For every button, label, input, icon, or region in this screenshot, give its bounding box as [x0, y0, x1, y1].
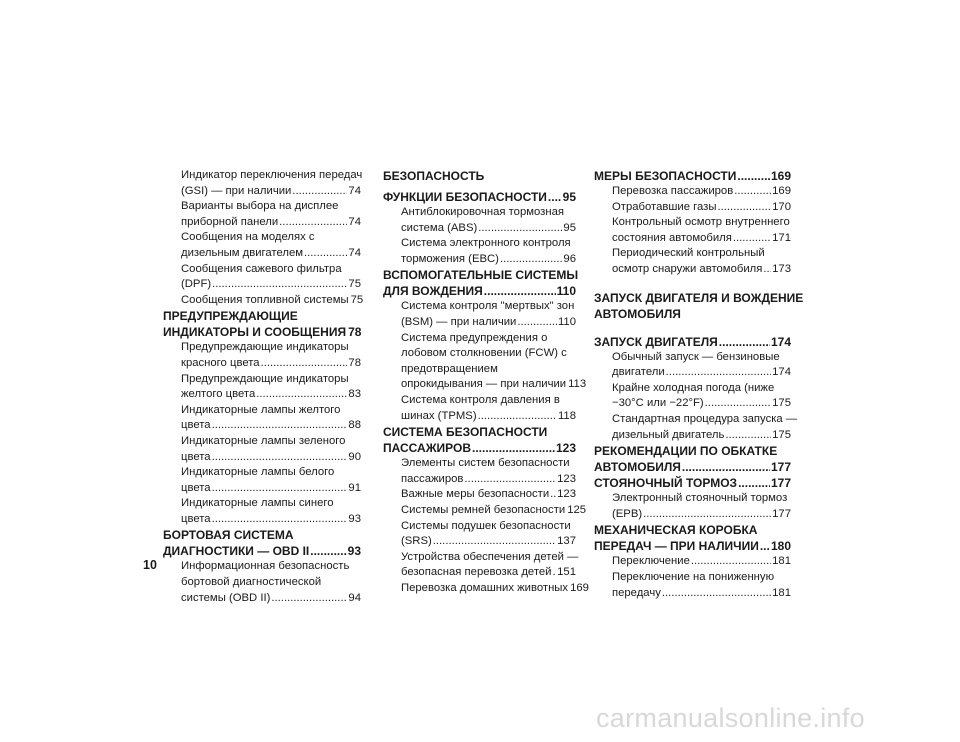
- toc-entry-text: Предупреждающие индикаторы: [181, 341, 349, 354]
- toc-page-number: 110: [557, 315, 576, 328]
- toc-entry[interactable]: [594, 200, 791, 216]
- toc-entry-text: Индикатор переключения передач: [181, 169, 363, 181]
- toc-section-heading[interactable]: [383, 189, 576, 205]
- dot-leader: [464, 472, 556, 488]
- toc-page-number: 95: [562, 190, 576, 204]
- toc-entry-title: МЕРЫ БЕЗОПАСНОСТИ: [594, 169, 737, 183]
- toc-page-number: 177: [770, 460, 791, 475]
- toc-entry-title: Переключение: [612, 555, 690, 568]
- toc-entry-title: ДИАГНОСТИКИ — OBD II: [163, 544, 310, 559]
- dot-leader: [500, 252, 562, 268]
- toc-entry[interactable]: [383, 550, 579, 581]
- toc-entry-text: Антиблокировочная тормозная: [401, 206, 564, 218]
- dot-leader: [433, 534, 556, 550]
- toc-entry-row: [181, 246, 361, 262]
- toc-entry[interactable]: [594, 554, 791, 570]
- toc-entry-title: красного цвета: [181, 356, 260, 369]
- toc-entry-row: [594, 459, 791, 475]
- toc-entry-text: ЗАПУСК ДВИГАТЕЛЯ И ВОЖДЕНИЕ: [594, 290, 804, 305]
- toc-page-number: 175: [772, 397, 791, 410]
- toc-entry-row: [163, 324, 361, 340]
- toc-entry-row: [383, 283, 576, 299]
- toc-entry-title: передачу: [612, 586, 661, 599]
- toc-entry-text: БОРТОВАЯ СИСТЕМА: [163, 528, 294, 543]
- toc-page-number: 177: [770, 476, 791, 491]
- toc-page-number: 171: [772, 231, 791, 244]
- toc-entry-row: [612, 200, 791, 216]
- toc-entry-row: [383, 189, 576, 205]
- toc-entry[interactable]: [594, 491, 791, 522]
- toc-entry[interactable]: [163, 465, 361, 496]
- toc-entry[interactable]: [594, 246, 791, 277]
- toc-entry-row: [594, 475, 791, 491]
- toc-page-number: 123: [557, 488, 576, 501]
- toc-page-number: 74: [348, 215, 361, 228]
- toc-entry-row: [401, 252, 576, 268]
- dot-leader: [472, 440, 555, 456]
- toc-entry-row: [163, 543, 361, 559]
- toc-entry-text: ВСПОМОГАТЕЛЬНЫЕ СИСТЕМЫ: [383, 268, 579, 283]
- dot-leader: [705, 396, 771, 412]
- toc-entry-row: [401, 472, 576, 488]
- toc-page-number: 74: [348, 184, 361, 197]
- toc-entry-row: [383, 440, 576, 456]
- toc-entry-title: цвета: [181, 450, 211, 463]
- dot-leader: [261, 356, 348, 372]
- toc-entry-row: [401, 581, 589, 597]
- toc-section-heading[interactable]: [594, 443, 791, 475]
- toc-entry-title: состояния автомобиля: [612, 231, 732, 244]
- toc-entry-title: Сообщения топливной системы: [181, 293, 349, 306]
- toc-entry-title: опрокидывания — при наличии: [401, 378, 567, 391]
- toc-entry-title: системы (OBD II): [181, 591, 271, 604]
- dot-leader: [212, 418, 348, 434]
- toc-page-number: 78: [348, 325, 362, 340]
- dot-leader: [760, 538, 770, 554]
- toc-page-number: 174: [772, 366, 791, 379]
- toc-section-heading[interactable]: [594, 334, 791, 350]
- toc-entry[interactable]: [383, 205, 576, 236]
- toc-column-2: [383, 168, 589, 596]
- toc-section-heading[interactable]: [163, 527, 361, 559]
- toc-entry-title: СТОЯНОЧНЫЙ ТОРМОЗ: [594, 476, 738, 491]
- toc-entry-text: Периодический контрольный: [612, 247, 765, 260]
- toc-page-number: 78: [348, 356, 361, 369]
- toc-entry[interactable]: [163, 496, 361, 527]
- toc-page-number: 175: [772, 428, 791, 441]
- toc-entry-row: [401, 315, 576, 331]
- toc-entry-title: (SRS): [401, 535, 432, 548]
- toc-page-number: 151: [557, 566, 576, 579]
- toc-entry-row: [181, 450, 361, 466]
- toc-entry-row: [594, 168, 791, 184]
- toc-entry[interactable]: [383, 581, 589, 597]
- toc-entry-row: [594, 334, 791, 350]
- toc-entry-title: ЗАПУСК ДВИГАТЕЛЯ: [594, 334, 718, 349]
- toc-entry[interactable]: [163, 262, 361, 293]
- dot-leader: [478, 221, 562, 237]
- toc-entry[interactable]: [163, 372, 361, 403]
- toc-entry-title: дизельным двигателем: [181, 246, 304, 259]
- toc-entry-title: (EPB): [612, 507, 643, 520]
- toc-entry-title: ПЕРЕДАЧ — ПРИ НАЛИЧИИ: [594, 539, 759, 554]
- toc-page-number: 180: [770, 539, 791, 554]
- toc-section-heading[interactable]: [383, 424, 576, 456]
- toc-entry-title: шинах (TPMS): [401, 409, 477, 422]
- toc-page-number: 88: [348, 419, 361, 432]
- toc-entry[interactable]: [594, 215, 791, 246]
- toc-entry[interactable]: [383, 487, 576, 503]
- toc-entry-text: Электронный стояночный тормоз: [612, 492, 788, 505]
- toc-entry-row: [401, 565, 576, 581]
- toc-entry-text: Устройства обеспечения детей —: [401, 550, 579, 563]
- toc-entry-text: Индикаторные лампы зеленого: [181, 434, 346, 447]
- page-number: 10: [143, 558, 157, 572]
- toc-page-number: 93: [348, 512, 361, 525]
- toc-entry-title: цвета: [181, 481, 211, 494]
- toc-entry-text: АВТОМОБИЛЯ: [594, 306, 681, 321]
- toc-entry-row: [401, 221, 576, 237]
- toc-entry-text: СИСТЕМА БЕЗОПАСНОСТИ: [383, 425, 548, 440]
- dot-leader: [256, 387, 347, 403]
- toc-entry[interactable]: [383, 393, 576, 424]
- toc-entry[interactable]: [594, 412, 798, 443]
- toc-page-number: 95: [563, 221, 576, 234]
- toc-page-number: 123: [555, 441, 576, 456]
- toc-section-heading[interactable]: [594, 475, 791, 491]
- toc-entry-title: двигатели: [612, 366, 665, 379]
- toc-entry-title: пассажиров: [401, 472, 464, 485]
- toc-entry-title: ПАССАЖИРОВ: [383, 441, 472, 456]
- toc-entry-title: безопасная перевозка детей: [401, 566, 552, 579]
- toc-entry-row: [612, 428, 791, 444]
- toc-entry-row: [181, 591, 361, 607]
- dot-leader: [548, 189, 562, 205]
- toc-entry-text: Переключение на пониженную: [612, 570, 775, 583]
- dot-leader: [666, 365, 771, 381]
- toc-entry-title: желтого цвета: [181, 388, 256, 401]
- toc-page-number: 83: [348, 388, 361, 401]
- dot-leader: [212, 512, 348, 528]
- toc-entry-text: Информационная безопасность: [181, 560, 350, 573]
- dot-leader: [718, 200, 772, 216]
- toc-page-number: 113: [568, 378, 587, 391]
- toc-page-number: 90: [348, 450, 361, 463]
- toc-entry-text: Стандартная процедура запуска —: [612, 412, 798, 425]
- toc-page-number: 173: [772, 262, 791, 275]
- dot-leader: [212, 481, 348, 497]
- toc-entry-text: МЕХАНИЧЕСКАЯ КОРОБКА: [594, 523, 758, 538]
- dot-leader: [662, 586, 771, 602]
- toc-entry-text: Индикаторные лампы белого: [181, 466, 335, 479]
- dot-leader: [310, 543, 346, 559]
- toc-entry-text: Система контроля давления в: [401, 393, 560, 406]
- toc-entry[interactable]: [163, 168, 361, 199]
- toc-entry-row: [612, 184, 791, 200]
- dot-leader: [691, 554, 771, 570]
- toc-section-heading[interactable]: [594, 522, 791, 554]
- toc-page-number: 74: [348, 246, 361, 259]
- toc-entry-row: [612, 365, 791, 381]
- toc-entry[interactable]: [594, 184, 791, 200]
- toc-entry-row: [181, 418, 361, 434]
- toc-entry-row: [401, 503, 587, 519]
- toc-entry-title: цвета: [181, 419, 211, 432]
- dot-leader: [550, 487, 556, 503]
- dot-leader: [517, 315, 557, 331]
- toc-entry-title: дизельный двигатель: [612, 428, 725, 441]
- toc-entry-row: [401, 377, 587, 393]
- dot-leader: [271, 591, 347, 607]
- toc-entry-text: ПРЕДУПРЕЖДАЮЩИЕ: [163, 309, 298, 324]
- toc-entry-row: [181, 184, 361, 200]
- toc-entry-row: [181, 481, 361, 497]
- toc-entry-row: [181, 277, 361, 293]
- toc-entry-row: [401, 409, 576, 425]
- toc-entry-text: Контрольный осмотр внутреннего: [612, 216, 790, 229]
- toc-entry-text: Крайне холодная погода (ниже: [612, 381, 775, 394]
- toc-entry[interactable]: [594, 350, 791, 381]
- toc-entry-text: Системы подушек безопасности: [401, 519, 571, 532]
- toc-page-number: 75: [350, 293, 364, 306]
- toc-entry-row: [401, 487, 576, 503]
- toc-entry[interactable]: [383, 299, 576, 330]
- toc-entry-text: БЕЗОПАСНОСТЬ: [383, 169, 485, 183]
- toc-entry[interactable]: [383, 503, 587, 519]
- toc-entry[interactable]: [383, 456, 576, 487]
- watermark: carmanualsonline.info: [596, 703, 865, 733]
- toc-entry-text: Индикаторные лампы желтого: [181, 403, 341, 416]
- toc-entry-text: Система электронного контроля: [401, 237, 571, 250]
- toc-entry-row: [181, 512, 361, 528]
- dot-leader: [304, 246, 347, 262]
- toc-entry[interactable]: [163, 434, 361, 465]
- toc-entry-row: [594, 538, 791, 554]
- dot-leader: [734, 184, 771, 200]
- dot-leader: [212, 277, 347, 293]
- toc-page-number: 118: [557, 409, 576, 422]
- toc-entry-title: ФУНКЦИИ БЕЗОПАСНОСТИ: [383, 190, 547, 204]
- toc-section-heading[interactable]: [383, 168, 576, 184]
- toc-entry-title: Перевозка домашних животных: [401, 581, 569, 594]
- dot-leader: [643, 507, 771, 523]
- toc-page-number: 181: [772, 586, 791, 599]
- toc-entry-title: Перевозка пассажиров: [612, 185, 734, 197]
- toc-entry[interactable]: [163, 403, 361, 434]
- dot-leader: [719, 334, 770, 350]
- dot-leader: [212, 450, 348, 466]
- toc-entry-row: [612, 554, 791, 570]
- toc-page-number: 170: [772, 200, 791, 213]
- toc-entry-text: Сообщения на моделях с: [181, 231, 315, 244]
- toc-entry-title: цвета: [181, 512, 211, 525]
- toc-page-number: 93: [347, 544, 361, 559]
- toc-entry-text: Система предупреждения о: [401, 331, 548, 344]
- dot-leader: [292, 184, 347, 200]
- toc-entry[interactable]: [594, 570, 791, 601]
- dot-leader: [725, 428, 771, 444]
- toc-column-3: [594, 168, 804, 601]
- toc-entry-text: Индикаторные лампы синего: [181, 497, 334, 510]
- toc-entry[interactable]: [383, 236, 576, 267]
- toc-section-heading[interactable]: [594, 168, 791, 184]
- toc-entry-text: бортовой диагностической: [181, 576, 322, 589]
- toc-entry[interactable]: [594, 381, 791, 412]
- toc-entry-title: Отработавшие газы: [612, 200, 717, 213]
- toc-entry[interactable]: [163, 230, 361, 261]
- toc-entry-text: Предупреждающие индикаторы: [181, 372, 349, 385]
- toc-entry-title: ИНДИКАТОРЫ И СООБЩЕНИЯ: [163, 325, 347, 340]
- dot-leader: [737, 168, 770, 184]
- toc-page-number: 169: [570, 581, 589, 594]
- toc-entry-title: Системы ремней безопасности: [401, 503, 566, 516]
- toc-entry-title: торможения (EBC): [401, 252, 499, 265]
- toc-entry[interactable]: [163, 199, 361, 230]
- toc-entry-row: [401, 534, 576, 550]
- toc-entry-text: Система контроля "мертвых" зон: [401, 300, 575, 313]
- toc-entry[interactable]: [163, 293, 364, 309]
- toc-section-heading[interactable]: [594, 290, 804, 322]
- dot-leader: [738, 475, 770, 491]
- toc-entry-text: Сообщения сажевого фильтра: [181, 262, 342, 275]
- toc-entry-title: (GSI) — при наличии: [181, 184, 292, 197]
- toc-entry-row: [181, 293, 364, 309]
- toc-entry[interactable]: [383, 331, 587, 393]
- toc-page-number: 110: [556, 284, 576, 299]
- toc-entry-text: лобовом столкновении (FCW) с: [401, 347, 567, 360]
- dot-leader: [552, 565, 556, 581]
- toc-page-number: 169: [772, 185, 791, 197]
- toc-page-number: 181: [772, 555, 791, 568]
- dot-leader: [279, 215, 347, 231]
- toc-page-number: 123: [557, 472, 576, 485]
- toc-page-number: 174: [770, 334, 791, 349]
- toc-entry-title: ДЛЯ ВОЖДЕНИЯ: [383, 284, 483, 299]
- dot-leader: [763, 262, 771, 278]
- toc-entry-text: Обычный запуск — бензиновые: [612, 350, 780, 363]
- toc-entry-row: [181, 387, 361, 403]
- toc-column-1: [163, 168, 364, 606]
- toc-entry-title: (BSM) — при наличии: [401, 315, 517, 328]
- toc-entry-title: система (ABS): [401, 221, 478, 234]
- toc-page-number: 125: [567, 503, 587, 516]
- toc-entry-row: [612, 396, 791, 412]
- dot-leader: [484, 283, 556, 299]
- toc-page-number: 137: [557, 535, 576, 548]
- dot-leader: [733, 231, 771, 247]
- toc-page-number: 169: [770, 169, 791, 183]
- toc-entry-title: осмотр снаружи автомобиля: [612, 262, 763, 275]
- toc-entry-row: [612, 262, 791, 278]
- toc-entry-title: приборной панели: [181, 215, 279, 228]
- toc-entry-row: [612, 507, 791, 523]
- toc-entry-row: [181, 356, 361, 372]
- toc-entry-row: [181, 215, 361, 231]
- toc-entry-row: [612, 231, 791, 247]
- toc-entry-title: АВТОМОБИЛЯ: [594, 460, 681, 475]
- toc-entry-text: Варианты выбора на дисплее: [181, 200, 339, 213]
- dot-leader: [682, 459, 770, 475]
- toc-entry-title: −30°C или −22°F): [612, 397, 704, 410]
- toc-entry-text: Элементы систем безопасности: [401, 457, 570, 470]
- toc-section-heading[interactable]: [383, 267, 579, 299]
- toc-page-number: 91: [348, 481, 361, 494]
- toc-page-number: 177: [772, 507, 791, 520]
- toc-entry[interactable]: [163, 340, 361, 371]
- toc-page-number: 96: [563, 252, 576, 265]
- toc-entry[interactable]: [163, 559, 361, 606]
- toc-entry-text: предотвращением: [401, 362, 498, 375]
- toc-entry-title: Важные меры безопасности: [401, 488, 550, 501]
- toc-entry-text: РЕКОМЕНДАЦИИ ПО ОБКАТКЕ: [594, 444, 778, 459]
- toc-page-number: 75: [348, 278, 361, 291]
- toc-entry[interactable]: [383, 519, 576, 550]
- toc-page-number: 94: [348, 591, 361, 604]
- toc-entry-title: (DPF): [181, 278, 212, 291]
- toc-entry-row: [612, 586, 791, 602]
- toc-section-heading[interactable]: [163, 308, 361, 340]
- dot-leader: [478, 409, 557, 425]
